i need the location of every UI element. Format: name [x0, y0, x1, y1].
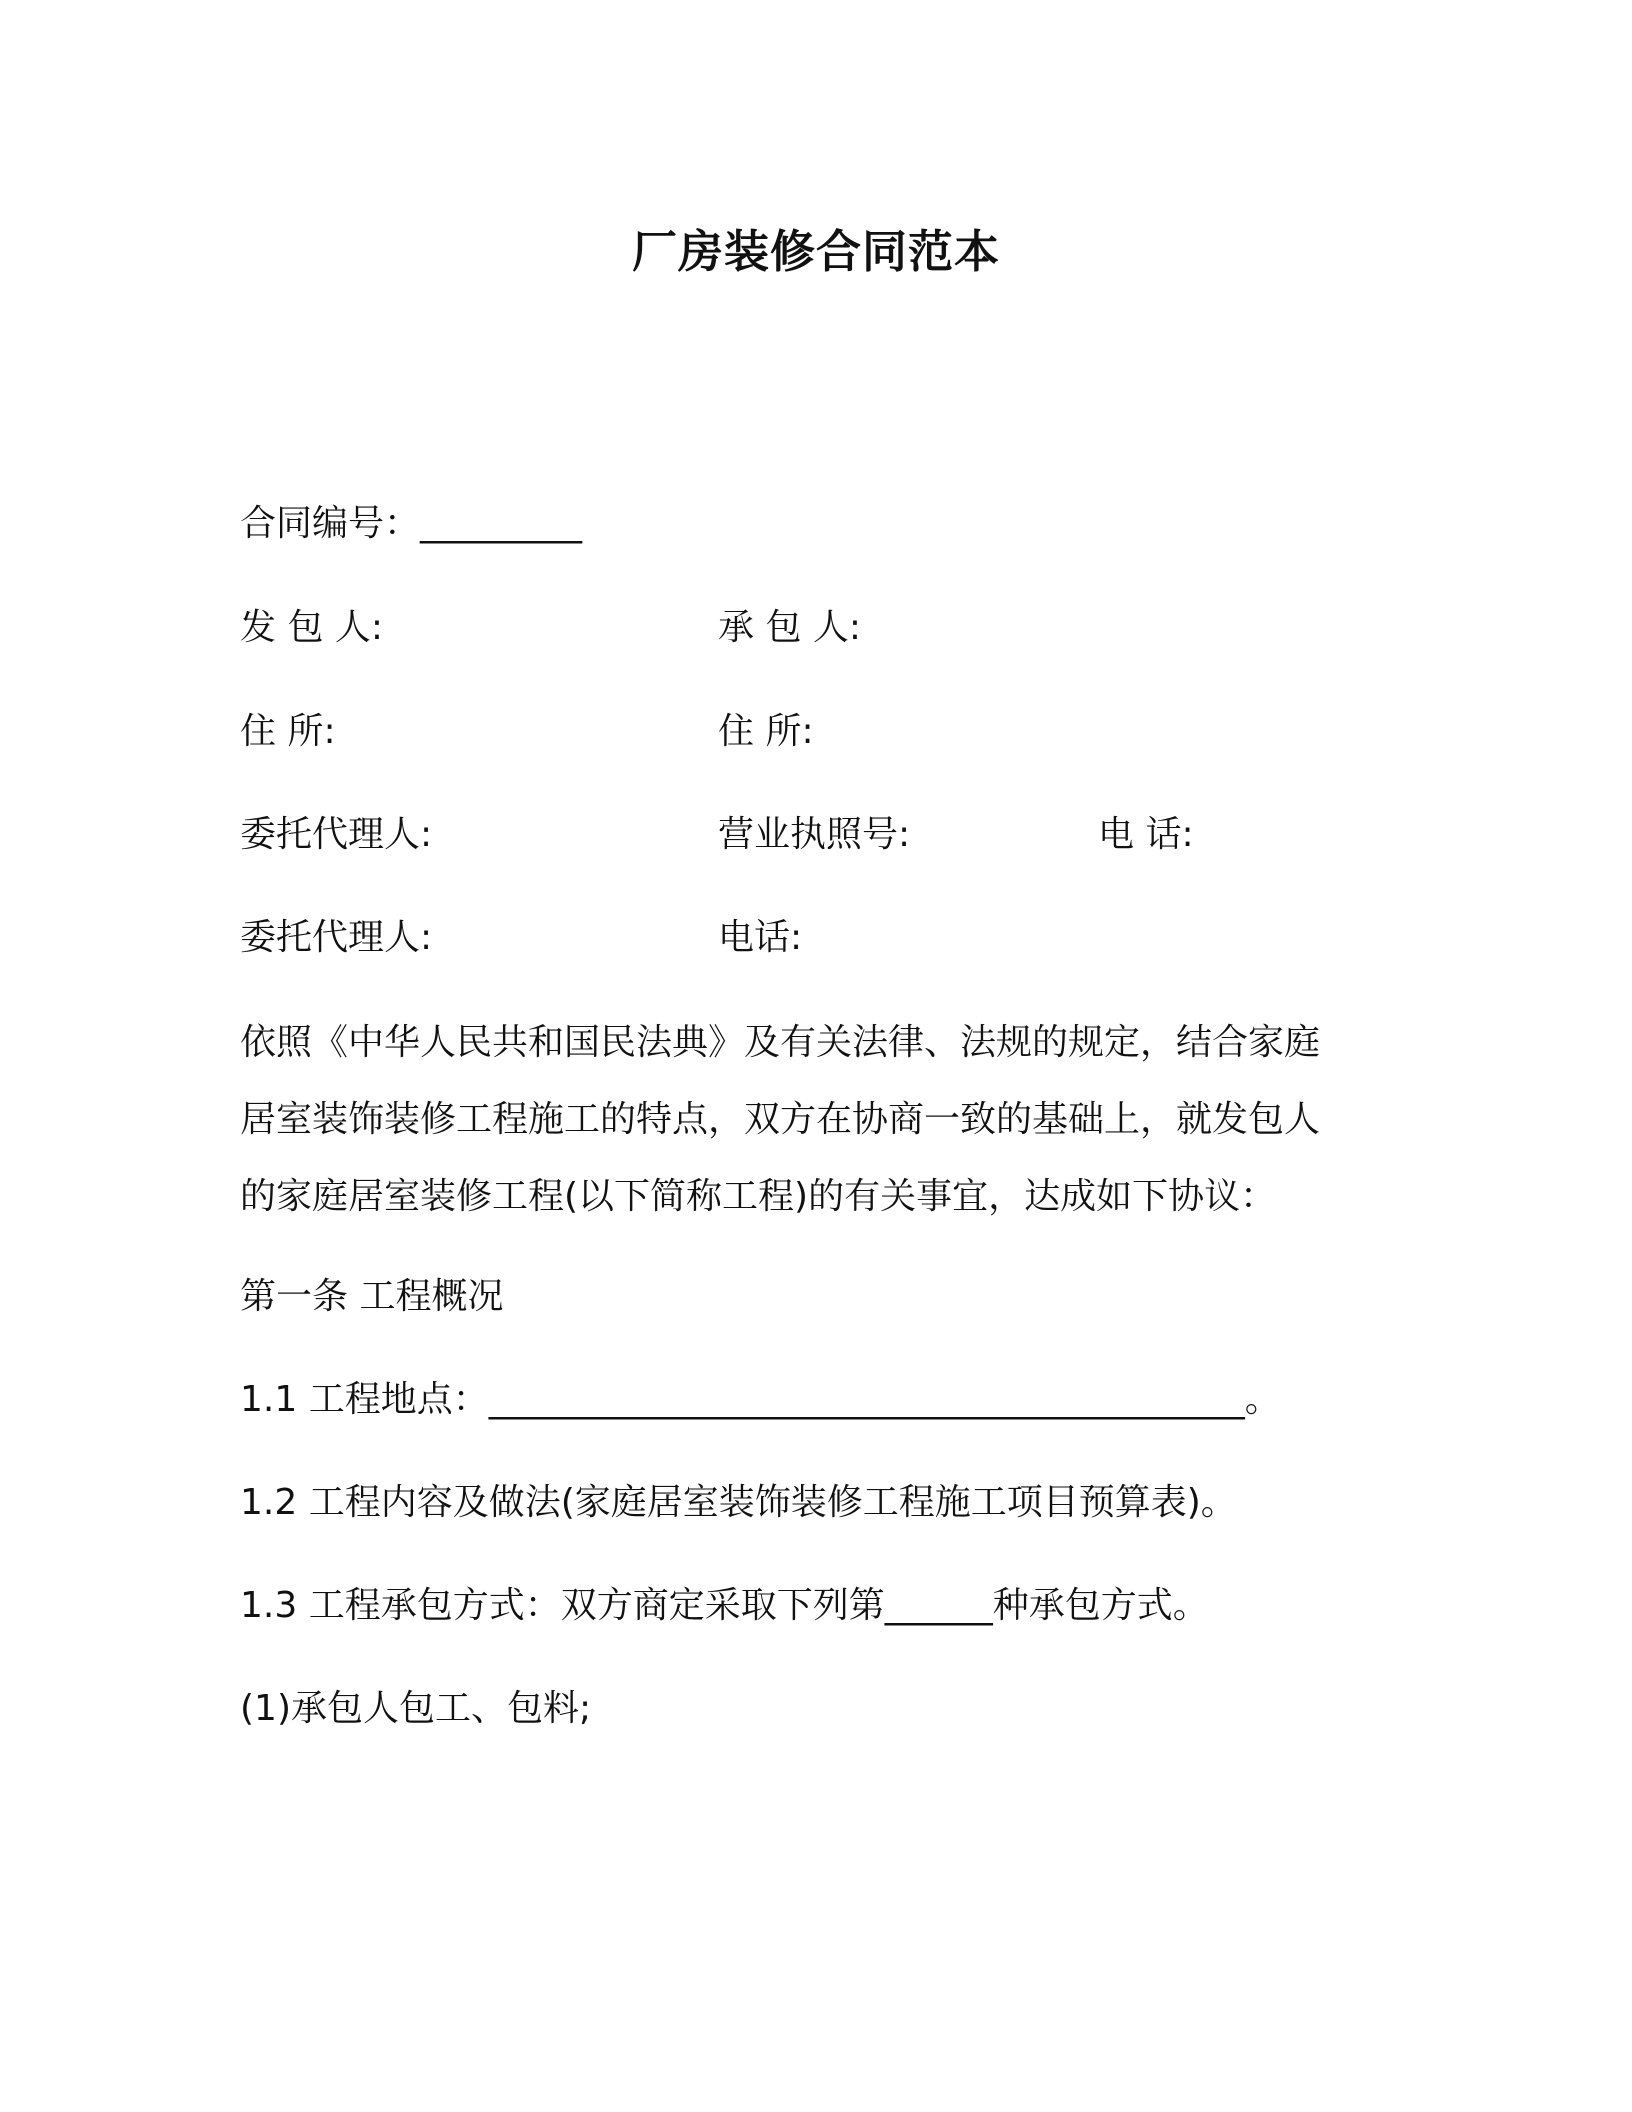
intro-line-3: 的家庭居室装修工程(以下简称工程)的有关事宜，达成如下协议： [240, 1176, 1277, 1217]
party-a-label: 发 包 人: [240, 607, 384, 648]
license-number-label: 营业执照号: [718, 814, 911, 855]
item-1-1: 1.1 工程地点：__________________________________________。 [240, 1379, 1281, 1420]
intro-line-1: 依照《中华人民共和国民法典》及有关法律、法规的规定，结合家庭 [240, 1022, 1321, 1063]
item-1-3: 1.3 工程承包方式：双方商定采取下列第______种承包方式。 [240, 1585, 1209, 1626]
document-title: 厂房装修合同范本 [631, 225, 1000, 278]
address-a-label: 住 所: [240, 711, 336, 752]
phone-label-1: 电 话: [1098, 814, 1194, 855]
item-1-3-option-1: (1)承包人包工、包料; [240, 1688, 592, 1729]
intro-line-2: 居室装饰装修工程施工的特点，双方在协商一致的基础上，就发包人 [240, 1099, 1321, 1140]
article-1-heading: 第一条 工程概况 [240, 1276, 504, 1317]
agent-a-label: 委托代理人: [240, 814, 433, 855]
agent-b-label: 委托代理人: [240, 917, 433, 958]
phone-label-2: 电话: [718, 917, 803, 958]
party-b-label: 承 包 人: [718, 607, 862, 648]
item-1-2: 1.2 工程内容及做法(家庭居室装饰装修工程施工项目预算表)。 [240, 1482, 1237, 1523]
intro-paragraph [240, 1004, 1410, 1235]
contract-number: 合同编号：_________ [240, 503, 583, 544]
address-b-label: 住 所: [718, 711, 814, 752]
